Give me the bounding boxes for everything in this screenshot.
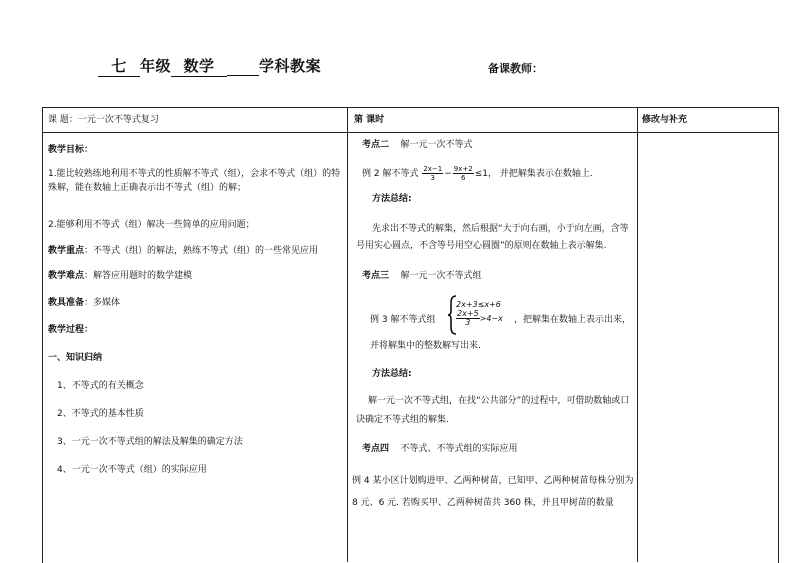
example-3-prefix: 例 3 解不等式组 <box>370 315 436 325</box>
minus-sign: − <box>444 169 452 179</box>
list-item: 4、一元一次不等式（组）的实际应用 <box>57 465 207 475</box>
method-summary-2: 解一元一次不等式组，在找“公共部分”的过程中，可借助数轴或口诀确定不等式组的解集. <box>356 396 630 425</box>
example-2-prefix: 例 2 解不等式 <box>362 169 419 179</box>
difficulty-text: ：解答应用题时的数学建模 <box>84 271 193 281</box>
period-cell: 第 课时 <box>354 115 385 125</box>
header-row-divider <box>42 132 778 133</box>
doc-type: 学科教案 <box>259 57 322 75</box>
document-title <box>98 55 321 77</box>
section-1: 一、知识归纳 <box>48 353 103 363</box>
goal-1: 1.能比较熟练地利用不等式的性质解不等式（组），会求不等式（组）的特殊解，能在数轴上正确表示出不等式（组）的解； <box>48 169 341 193</box>
point-3-title: 解一元一次不等式组 <box>400 271 482 281</box>
fraction-2 <box>453 165 474 182</box>
key-text: ：不等式（组）的解法，熟练不等式（组）的一些常见应用 <box>84 246 319 256</box>
example-3-line-2: 并将解集中的整数解写出来. <box>370 341 481 351</box>
topic-cell: 课 题：一元一次不等式复习 <box>48 115 159 125</box>
point-4-title: 不等式、不等式组的实际应用 <box>400 444 518 454</box>
tools-text: ：多媒体 <box>84 298 121 308</box>
fraction-numerator: 9x+2 <box>453 165 473 173</box>
fraction-denominator: 3 <box>465 318 471 327</box>
method-summary-2-label: 方法总结: <box>372 369 412 379</box>
notes-header: 修改与补充 <box>642 115 688 125</box>
goal-2: 2.能够利用不等式（组）解决一些简单的应用问题； <box>48 220 255 230</box>
key-label: 教学重点 <box>48 246 85 256</box>
grade-field: 七 <box>98 55 140 77</box>
list-item: 1、不等式的有关概念 <box>57 381 144 391</box>
grade-suffix: 年级 <box>140 57 172 75</box>
fraction-numerator: 2x−1 <box>423 165 443 173</box>
list-item: 2、不等式的基本性质 <box>57 409 144 419</box>
teacher-label: 备课教师： <box>488 62 543 75</box>
blank-field <box>227 57 259 76</box>
fraction-denominator: 3 <box>430 174 436 182</box>
point-2-title: 解一元一次不等式 <box>400 140 473 150</box>
example-2-suffix: ≤1， 并把解集表示在数轴上. <box>474 169 593 179</box>
example-4: 例 4 某小区计划购进甲、乙两种树苗，已知甲、乙两种树苗每株分别为 8 元、6 元. 若购买甲、乙两种树苗共 360 株，并且甲树苗的数量 <box>352 476 634 508</box>
point-3-label: 考点三 <box>362 271 390 281</box>
inequality-2 <box>456 310 503 327</box>
column-divider <box>347 107 348 562</box>
difficulty <box>48 270 192 282</box>
subject-field: 数学 <box>171 55 227 77</box>
inequality-system <box>456 300 503 327</box>
point-4-heading <box>362 443 517 455</box>
key-point <box>48 245 318 257</box>
inequality-rhs: >4−x <box>479 314 503 323</box>
fraction-denominator: 6 <box>461 174 466 182</box>
column-divider <box>637 107 638 562</box>
example-3-suffix: ，把解集在数轴上表示出来， <box>514 315 632 325</box>
difficulty-label: 教学难点 <box>48 271 85 281</box>
tools <box>48 297 120 309</box>
point-4-label: 考点四 <box>362 444 390 454</box>
example-2 <box>362 164 593 184</box>
list-item: 3、一元一次不等式组的解法及解集的确定方法 <box>57 437 243 447</box>
process-title: 教学过程： <box>48 325 94 335</box>
method-summary-1-label: 方法总结: <box>372 194 412 204</box>
point-2-label: 考点二 <box>362 140 390 150</box>
point-3-heading <box>362 270 481 282</box>
inequality-1: 2x+3≤x+6 <box>456 300 501 309</box>
method-summary-1: 先求出不等式的解集，然后根据“大于向右画，小于向左画，含等号用实心圆点，不含等号用空心圆圈”的原则在数轴上表示解集. <box>356 224 629 251</box>
fraction-numerator: 2x+5 <box>457 309 479 318</box>
point-2-heading <box>362 139 472 151</box>
fraction-3 <box>456 310 480 327</box>
goals-title: 教学目标： <box>48 145 94 155</box>
tools-label: 教具准备 <box>48 298 85 308</box>
fraction-1 <box>422 165 443 182</box>
